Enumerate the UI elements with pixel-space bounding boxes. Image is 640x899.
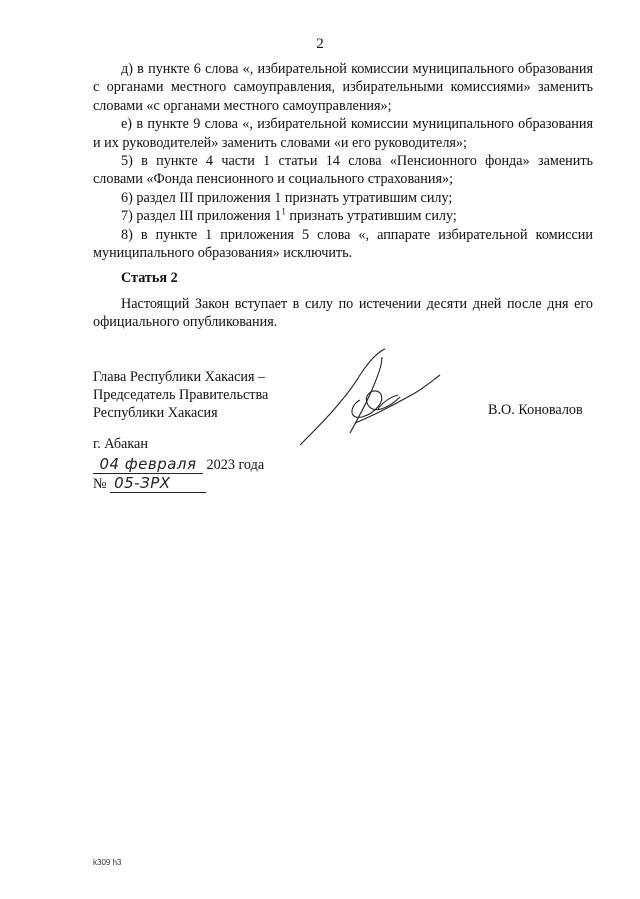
signatory-title: [93, 368, 268, 422]
number-sign: №: [93, 476, 107, 492]
paragraph-7-superscript: 1: [281, 206, 286, 217]
date-year: 2023 года: [206, 457, 265, 473]
article-heading: Статья 2: [121, 270, 178, 286]
paragraph-7-before: 7) раздел III приложения 1: [121, 208, 282, 225]
paragraph-d: д) в пункте 6 слова «, избирательной комиссии муниципального образования с органами местного самоуправления, избирательными комиссиями» заменить словами «с органами местного самоуправления»;: [93, 61, 593, 114]
signing-date: [93, 455, 264, 474]
page-number: 2: [316, 36, 324, 52]
signatory-name: В.О. Коновалов: [488, 402, 583, 418]
place-of-signing: г. Абакан: [93, 436, 148, 452]
article-text: Настоящий Закон вступает в силу по истечении десяти дней после дня его официального опубликования.: [93, 296, 593, 331]
signatory-title-line: Республики Хакасия: [93, 405, 218, 421]
paragraph-8: 8) в пункте 1 приложения 5 слова «, аппарате избирательной комиссии муниципального образования» исключить.: [93, 226, 593, 262]
paragraph-e: е) в пункте 9 слова «, избирательной комиссии муниципального образования и их руководителей» заменить словами «и его руководителя»;: [93, 116, 593, 151]
document-body: [93, 60, 593, 262]
signatory-title-line: Председатель Правительства: [93, 387, 269, 403]
law-number: [93, 474, 206, 493]
paragraph-5: 5) в пункте 4 части 1 статьи 14 слова «Пенсионного фонда» заменить словами «Фонда пенсионного и социального страхования»;: [93, 153, 593, 188]
handwritten-number: 05-ЗРХ: [110, 474, 206, 493]
signatory-title-line: Глава Республики Хакасия –: [93, 369, 266, 385]
footer-code: k309 h3: [93, 858, 122, 867]
paragraph-7-after: признать утратившим силу;: [285, 208, 457, 225]
handwritten-signature: [290, 345, 450, 455]
paragraph-6: 6) раздел III приложения 1 признать утратившим силу;: [121, 189, 453, 206]
paragraph-7: [93, 207, 593, 225]
handwritten-date: 04 февраля: [93, 455, 203, 474]
